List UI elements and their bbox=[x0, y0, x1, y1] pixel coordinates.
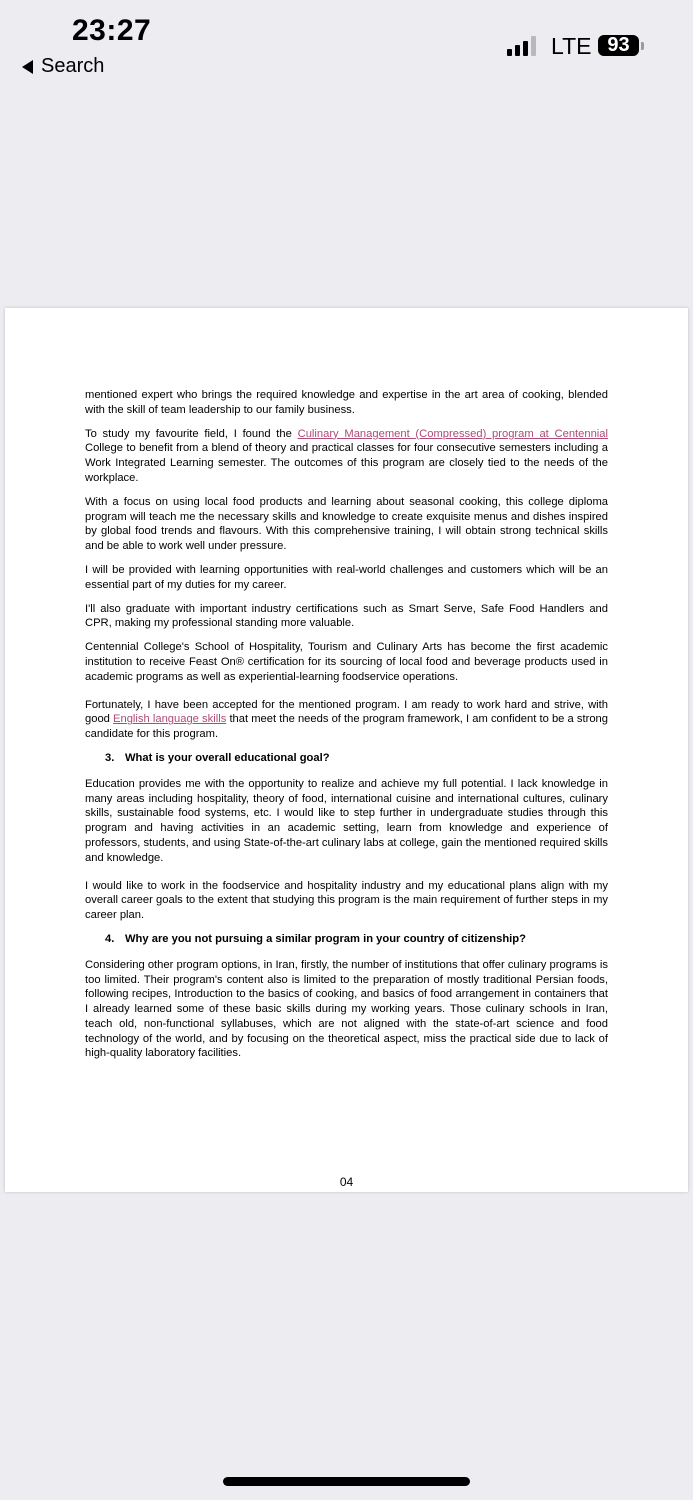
english-skills-link[interactable]: English language skills bbox=[113, 713, 227, 726]
back-arrow-icon bbox=[22, 60, 33, 74]
back-label: Search bbox=[41, 55, 105, 77]
paragraph: Fortunately, I have been accepted for the mentioned program. I am ready to work hard and strive, with good English language skills that meet the needs of the program framework, I am confident to be a strong candidate for this program. bbox=[85, 698, 609, 741]
paragraph: Centennial College's School of Hospitality, Tourism and Culinary Arts has become the first academic institution to receive Feast On® certification for its sourcing of local food and beverage products used in academic programs as well as experiential-learning foodservice operations. bbox=[85, 641, 608, 683]
document-page bbox=[5, 308, 688, 1192]
paragraph: I would like to work in the foodservice and hospitality industry and my educational plans align with my overall career goals to the extent that studying this program is the main requirement of further steps in my career plan. bbox=[85, 879, 608, 922]
page-number: 04 bbox=[339, 1175, 354, 1189]
cellular-signal-icon bbox=[507, 36, 536, 56]
battery-level: 93 bbox=[598, 35, 639, 56]
paragraph: I will be provided with learning opportunities with real-world challenges and customers which will be an essential part of my duties for my career. bbox=[85, 563, 608, 591]
paragraph: I'll also graduate with important industry certifications such as Smart Serve, Safe Food Handlers and CPR, making my professional standing more valuable. bbox=[85, 602, 608, 630]
back-to-search-button[interactable] bbox=[22, 55, 104, 78]
paragraph: Education provides me with the opportunity to realize and achieve my full potential. I lack knowledge in many areas including hospitality, theory of food, international cuisine and international cultures, culinary skills, sustainable food systems, etc. I would like to step further in undergraduate studies through this program and having activities in an academic setting, learn from knowledge and experience of professors, students, and using State-of-the-art culinary labs at college, gain the mentioned required skills and knowledge. bbox=[85, 777, 608, 864]
paragraph: To study my favourite field, I found the Culinary Management (Compressed) program at Centennial College to benefit from a blend of theory and practical classes for four consecutive semesters including a Work Integrated Learning semester. The outcomes of this program are closely tied to the needs of the workplace. bbox=[85, 427, 609, 484]
culinary-program-link[interactable]: Culinary Management (Compressed) program at Centennial bbox=[297, 427, 609, 440]
battery-icon bbox=[598, 35, 644, 56]
status-bar bbox=[0, 0, 693, 90]
paragraph: Considering other program options, in Iran, firstly, the number of institutions that offer culinary programs is too limited. Their program's content also is limited to the preparation of mostly traditional Persian foods, following recipes, Introduction to the basics of cooking, and basics of food arrangement in containers that I already learned some of these basic skills during my working years. Those culinary schools in Iran, teach old, non-functional syllabuses, which are not aligned with the state-of-art science and food technology of the world, and by focusing on the theoretical aspect, miss the practical side due to lack of high-quality laboratory facilities. bbox=[85, 958, 608, 1060]
document-content bbox=[85, 388, 608, 1070]
network-type: LTE bbox=[551, 33, 592, 59]
paragraph: mentioned expert who brings the required knowledge and expertise in the art area of cooking, blended with the skill of team leadership to our family business. bbox=[85, 389, 608, 416]
home-indicator[interactable] bbox=[223, 1477, 470, 1486]
paragraph: With a focus on using local food products and learning about seasonal cooking, this college diploma program will teach me the necessary skills and knowledge to create exquisite menus and dishes inspired by global food trends and flavours. With this comprehensive training, I will obtain strong technical skills and be able to work well under pressure. bbox=[85, 495, 608, 553]
question-heading: 3. What is your overall educational goal? bbox=[105, 751, 330, 764]
status-time: 23:27 bbox=[72, 14, 152, 47]
question-heading: 4. Why are you not pursuing a similar program in your country of citizenship? bbox=[105, 932, 526, 945]
